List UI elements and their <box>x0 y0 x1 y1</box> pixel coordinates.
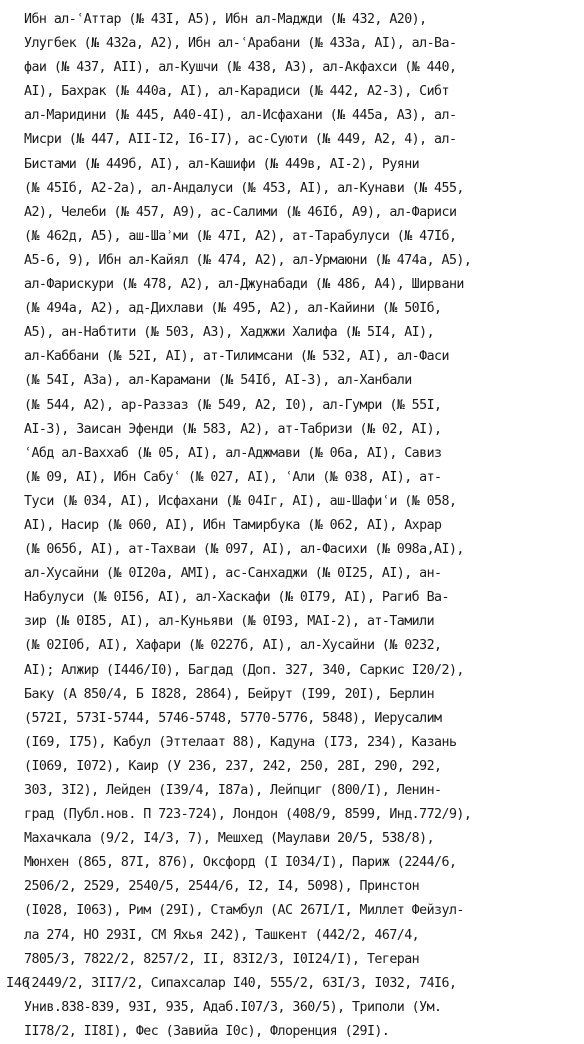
text-line: ʿАбд ал-Ваххаб (№ 05, АI), ал-Аджмави (№ 06а, АI), Савиз <box>24 445 442 461</box>
text-line: АI), Насир (№ 060, АI), Ибн Тамирбука (№ 062, АI), Ахрар <box>24 517 442 533</box>
text-line: ла 274, НО 293I, СМ Яхья 242), Ташкент (442/2, 467/4, <box>24 927 420 943</box>
text-line: Мисри (№ 447, АII-I2, I6-I7), ас-Суюти (№ 449, А2, 4), ал- <box>24 132 457 148</box>
text-line: Набулуси (№ 0I56, АI), ал-Хаскафи (№ 0I79, АI), Рагиб Ва- <box>24 590 449 606</box>
index-text-block <box>24 8 576 1044</box>
page-number: I46 <box>6 975 30 991</box>
text-line: (№ 544, А2), ар-Раззаз (№ 549, А2, I0), ал-Гумри (№ 55I, <box>24 397 442 413</box>
text-line: (№ 09, АI), Ибн Сабуʿ (№ 027, АI), ʿАли (№ 038, АI), ат- <box>24 469 442 485</box>
text-line: (I69, I75), Кабул (Эттелаат 88), Кадуна (I73, 234), Казань <box>24 734 457 750</box>
text-line: (I028, I063), Рим (29I), Стамбул (АС 267I/I, Миллет Фейзул- <box>24 903 464 919</box>
text-line: АI); Алжир (I446/I0), Багдад (Доп. 327, 340, Саркис I20/2), <box>24 662 464 678</box>
text-line: АI-3), Заисан Эфенди (№ 583, А2), ат-Табризи (№ 02, АI), <box>24 421 442 437</box>
text-line: А2), Челеби (№ 457, А9), ас-Салими (№ 46Iб, А9), ал-Фариси <box>24 204 457 220</box>
text-line: Ибн ал-ʿАттар (№ 43I, А5), Ибн ал-Маджди (№ 432, А20), <box>24 12 427 27</box>
text-line: Баку (А 850/4, Б I828, 2864), Бейрут (I99, 20I), Берлин <box>24 686 435 702</box>
text-line: (572I, 573I-5744, 5746-5748, 5770-5776, 5848), Иерусалим <box>24 710 442 726</box>
text-line: (№ 54I, А3а), ал-Карамани (№ 54Iб, АI-3), ал-Ханбали <box>24 373 412 389</box>
text-line: (№ 462д, А5), аш-Шаʾми (№ 47I, А2), ат-Тарабулуси (№ 47Iб, <box>24 228 457 244</box>
text-line: 2506/2, 2529, 2540/5, 2544/6, I2, I4, 5098), Принстон <box>24 879 420 895</box>
text-line: (№ 065б, АI), ат-Тахваи (№ 097, АI), ал-Фасихи (№ 098а,АI), <box>24 542 464 558</box>
text-line: АI), Бахрак (№ 440а, АI), ал-Карадиси (№ 442, А2-3), Сибт <box>24 84 449 100</box>
text-line: (I069, I072), Каир (У 236, 237, 242, 250, 28I, 290, 292, <box>24 758 442 774</box>
text-line: ал-Фарискури (№ 478, А2), ал-Джунабади (№ 486, А4), Ширвани <box>24 277 464 293</box>
text-line: ал-Каббани (№ 52I, АI), ат-Тилимсани (№ 532, АI), ал-Фаси <box>24 349 449 365</box>
text-line: Бистами (№ 449б, АI), ал-Кашифи (№ 449в, АI-2), Руяни <box>24 156 420 172</box>
text-line: Туси (№ 034, АI), Исфахани (№ 04Iг, АI), аш-Шафиʿи (№ 058, <box>24 493 457 509</box>
text-line: А5), ан-Набтити (№ 503, А3), Хаджжи Халифа (№ 5I4, АI), <box>24 325 435 341</box>
text-line: зир (№ 0I85, АI), ал-Куньяви (№ 0I93, МАI-2), ат-Тамили <box>24 614 435 630</box>
text-line: ал-Хусайни (№ 0I20а, АМI), ас-Санхаджи (№ 0I25, АI), ан- <box>24 566 442 582</box>
text-line: (№ 45Iб, А2-2а), ал-Андалуси (№ 453, АI), ал-Кунави (№ 455, <box>24 180 464 196</box>
text-line: Махачкала (9/2, I4/3, 7), Мешхед (Маулави 20/5, 538/8), <box>24 831 435 847</box>
text-line: А5-6, 9), Ибн ал-Кайял (№ 474, А2), ал-Урмаюни (№ 474а, А5), <box>24 252 472 268</box>
text-line: град (Публ.нов. П 723-724), Лондон (408/9, 8599, Инд.772/9), <box>24 807 472 823</box>
text-line: 7805/3, 7822/2, 8257/2, II, 83I2/3, I0I24/I), Тегеран <box>24 951 420 967</box>
text-line: ал-Маридини (№ 445, А40-4I), ал-Исфахани (№ 445а, А3), ал- <box>24 108 457 124</box>
text-line: Унив.838-839, 93I, 935, Адаб.I07/3, 360/5), Триполи (Ум. <box>24 999 442 1015</box>
text-line: 303, 3I2), Лейден (I39/4, I87а), Лейпциг (800/I), Ленин- <box>24 783 442 798</box>
text-line: Улугбек (№ 432а, А2), Ибн ал-ʿАрабани (№ 433а, АI), ал-Ва- <box>24 36 457 52</box>
text-line: (2449/2, 3II7/2, Сипахсалар I40, 555/2, 63I/3, I032, 74I6, <box>24 975 457 991</box>
text-line: II78/2, II8I), Фес (Завийа I0с), Флоренция (29I). <box>24 1023 390 1039</box>
text-line: (№ 494а, А2), ад-Дихлави (№ 495, А2), ал-Кайини (№ 50Iб, <box>24 301 442 317</box>
text-line: фаи (№ 437, АII), ал-Кушчи (№ 438, А3), ал-Акфахси (№ 440, <box>24 60 457 76</box>
text-line: (№ 02I0б, АI), Хафари (№ 0227б, АI), ал-Хусайни (№ 0232, <box>24 638 442 654</box>
text-line: Мюнхен (865, 87I, 876), Оксфорд (I I034/I), Париж (2244/6, <box>24 855 457 871</box>
